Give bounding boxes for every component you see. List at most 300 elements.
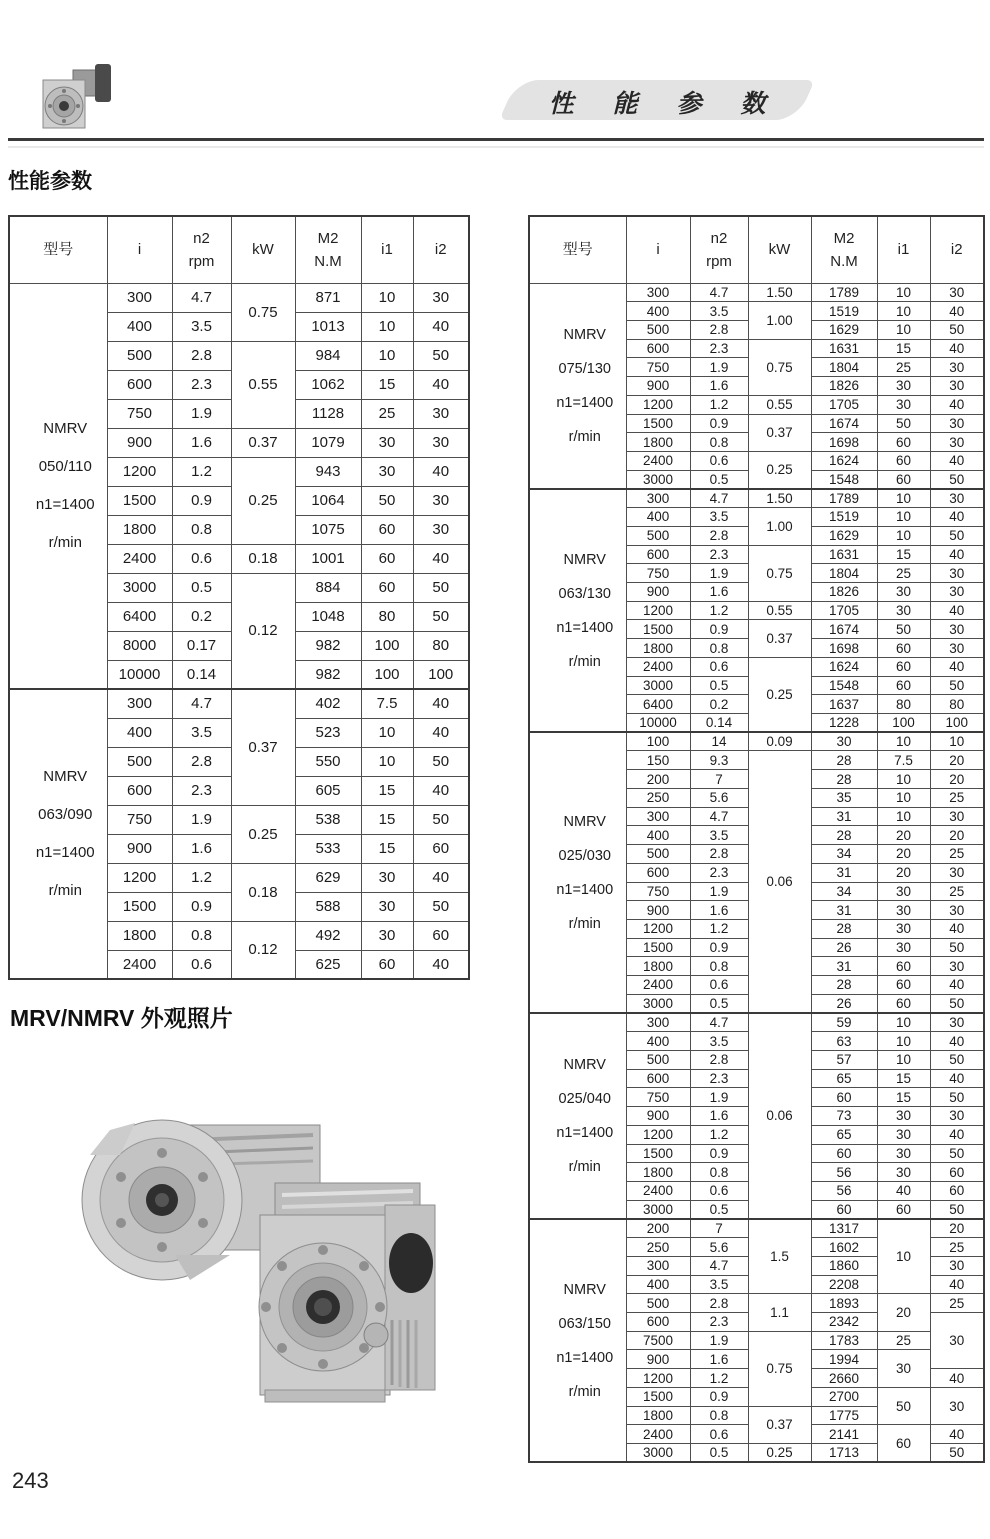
data-cell: 492 <box>295 921 361 950</box>
data-cell: 900 <box>626 583 690 602</box>
data-cell: 8000 <box>107 631 172 660</box>
data-cell: 1.2 <box>690 919 748 938</box>
data-cell: 65 <box>811 1069 877 1088</box>
data-cell: 20 <box>930 751 984 770</box>
data-cell: 0.18 <box>231 544 295 573</box>
data-cell: 400 <box>107 312 172 341</box>
data-cell: 1548 <box>811 470 877 489</box>
data-cell: 3000 <box>626 1200 690 1219</box>
data-cell: 0.5 <box>690 470 748 489</box>
data-cell: 15 <box>361 834 413 863</box>
data-cell: 2.3 <box>690 545 748 564</box>
data-cell: 30 <box>413 428 469 457</box>
data-cell: 40 <box>413 776 469 805</box>
column-header: i1 <box>361 216 413 283</box>
data-cell: 300 <box>626 807 690 826</box>
gearbox-front-unit <box>259 1183 435 1402</box>
data-cell: 50 <box>930 320 984 339</box>
model-cell: NMRV 050/110 n1=1400 r/min <box>9 283 107 689</box>
data-cell: 30 <box>877 601 930 620</box>
data-cell: 1.2 <box>690 601 748 620</box>
data-cell: 1.9 <box>690 1331 748 1350</box>
data-cell: 0.8 <box>690 1406 748 1425</box>
data-cell: 1713 <box>811 1444 877 1463</box>
data-cell: 0.25 <box>231 805 295 863</box>
data-cell: 1800 <box>626 957 690 976</box>
data-cell: 10 <box>930 732 984 751</box>
data-cell: 50 <box>877 620 930 639</box>
data-cell: 500 <box>626 320 690 339</box>
data-cell: 2.3 <box>172 776 231 805</box>
data-cell: 50 <box>930 938 984 957</box>
data-cell: 3000 <box>626 994 690 1013</box>
data-cell: 1079 <box>295 428 361 457</box>
data-cell: 50 <box>930 1144 984 1163</box>
data-cell: 400 <box>626 1275 690 1294</box>
data-cell: 30 <box>930 358 984 377</box>
data-cell: 30 <box>930 1313 984 1369</box>
data-cell: 40 <box>930 1275 984 1294</box>
data-cell: 1629 <box>811 526 877 545</box>
data-cell: 30 <box>930 1013 984 1032</box>
data-cell: 0.6 <box>690 1425 748 1444</box>
data-cell: 30 <box>877 1350 930 1387</box>
data-cell: 3.5 <box>172 312 231 341</box>
data-cell: 1674 <box>811 414 877 433</box>
data-cell: 1631 <box>811 545 877 564</box>
data-cell: 50 <box>413 602 469 631</box>
data-cell: 30 <box>877 395 930 414</box>
data-cell: 10 <box>877 283 930 302</box>
data-cell: 1.00 <box>748 508 811 545</box>
data-cell: 57 <box>811 1050 877 1069</box>
data-cell: 30 <box>413 399 469 428</box>
data-cell: 982 <box>295 631 361 660</box>
data-cell: 0.6 <box>690 1182 748 1201</box>
data-cell: 40 <box>930 1069 984 1088</box>
data-cell: 1698 <box>811 639 877 658</box>
data-cell: 0.37 <box>748 1406 811 1443</box>
data-cell: 50 <box>930 526 984 545</box>
data-cell: 50 <box>930 1444 984 1463</box>
data-cell: 200 <box>626 770 690 789</box>
data-cell: 7.5 <box>361 689 413 718</box>
data-cell: 10 <box>877 1032 930 1051</box>
data-cell: 1602 <box>811 1238 877 1257</box>
data-cell: 4.7 <box>690 1013 748 1032</box>
data-cell: 50 <box>413 573 469 602</box>
data-cell: 28 <box>811 919 877 938</box>
data-cell: 4.7 <box>690 489 748 508</box>
data-cell: 40 <box>930 919 984 938</box>
data-cell: 900 <box>626 901 690 920</box>
data-cell: 10 <box>361 283 413 312</box>
data-cell: 10 <box>877 320 930 339</box>
data-cell: 0.75 <box>748 545 811 601</box>
data-cell: 0.5 <box>690 676 748 695</box>
data-cell: 1.9 <box>690 882 748 901</box>
data-cell: 0.9 <box>690 414 748 433</box>
column-header: kW <box>231 216 295 283</box>
data-cell: 20 <box>930 826 984 845</box>
data-cell: 60 <box>811 1200 877 1219</box>
data-cell: 6400 <box>626 695 690 714</box>
data-cell: 1.50 <box>748 489 811 508</box>
data-cell: 400 <box>107 718 172 747</box>
data-cell: 1.2 <box>690 1369 748 1388</box>
data-cell: 2342 <box>811 1313 877 1332</box>
data-cell: 0.2 <box>172 602 231 631</box>
column-header: i1 <box>877 216 930 283</box>
data-cell: 884 <box>295 573 361 602</box>
data-cell: 0.9 <box>690 1387 748 1406</box>
data-cell: 20 <box>877 845 930 864</box>
data-cell: 1.6 <box>690 583 748 602</box>
data-cell: 30 <box>930 564 984 583</box>
data-cell: 40 <box>930 1425 984 1444</box>
data-cell: 900 <box>626 1350 690 1369</box>
gearbox-logo-photo <box>35 62 120 142</box>
data-cell: 1.9 <box>690 1088 748 1107</box>
data-cell: 60 <box>877 957 930 976</box>
data-cell: 15 <box>877 545 930 564</box>
data-cell: 3.5 <box>690 1275 748 1294</box>
data-cell: 0.25 <box>748 451 811 488</box>
data-cell: 15 <box>877 1088 930 1107</box>
data-cell: 7 <box>690 1219 748 1238</box>
data-cell: 300 <box>107 689 172 718</box>
data-cell: 40 <box>413 312 469 341</box>
column-header: i <box>107 216 172 283</box>
data-cell: 1789 <box>811 489 877 508</box>
data-cell: 500 <box>107 341 172 370</box>
data-cell: 30 <box>361 428 413 457</box>
data-cell: 4.7 <box>172 283 231 312</box>
column-header: M2 N.M <box>811 216 877 283</box>
data-cell: 40 <box>413 457 469 486</box>
data-cell: 14 <box>690 732 748 751</box>
data-cell: 523 <box>295 718 361 747</box>
data-cell: 100 <box>877 714 930 733</box>
data-cell: 30 <box>413 486 469 515</box>
data-cell: 34 <box>811 845 877 864</box>
data-cell: 34 <box>811 882 877 901</box>
data-cell: 533 <box>295 834 361 863</box>
data-cell: 3.5 <box>690 1032 748 1051</box>
data-cell: 0.06 <box>748 1013 811 1219</box>
data-cell: 1.50 <box>748 283 811 302</box>
data-cell: 1228 <box>811 714 877 733</box>
data-cell: 1500 <box>107 892 172 921</box>
data-cell: 40 <box>413 718 469 747</box>
data-cell: 1519 <box>811 302 877 321</box>
data-cell: 0.5 <box>172 573 231 602</box>
data-cell: 4.7 <box>690 1256 748 1275</box>
model-cell: NMRV 063/130 n1=1400 r/min <box>529 489 626 732</box>
data-cell: 1.2 <box>172 863 231 892</box>
data-cell: 1800 <box>626 433 690 452</box>
data-cell: 1.2 <box>690 1125 748 1144</box>
data-cell: 605 <box>295 776 361 805</box>
data-cell: 100 <box>930 714 984 733</box>
data-cell: 1698 <box>811 433 877 452</box>
data-cell: 750 <box>626 358 690 377</box>
data-cell: 3000 <box>107 573 172 602</box>
data-cell: 30 <box>930 639 984 658</box>
data-cell: 73 <box>811 1107 877 1126</box>
data-cell: 50 <box>413 747 469 776</box>
data-cell: 4.7 <box>172 689 231 718</box>
data-cell: 0.37 <box>748 414 811 451</box>
data-cell: 0.25 <box>748 1444 811 1463</box>
data-cell: 28 <box>811 770 877 789</box>
data-cell: 250 <box>626 788 690 807</box>
data-cell: 2.8 <box>690 526 748 545</box>
data-cell: 2.8 <box>690 1050 748 1069</box>
data-cell: 2.8 <box>172 747 231 776</box>
data-cell: 943 <box>295 457 361 486</box>
data-cell: 60 <box>877 451 930 470</box>
data-cell: 1.6 <box>690 377 748 396</box>
data-cell: 20 <box>877 863 930 882</box>
data-cell: 1629 <box>811 320 877 339</box>
data-cell: 300 <box>626 283 690 302</box>
data-cell: 60 <box>361 573 413 602</box>
data-cell: 0.5 <box>690 1444 748 1463</box>
data-cell: 2660 <box>811 1369 877 1388</box>
data-cell: 50 <box>413 892 469 921</box>
data-cell: 40 <box>930 976 984 995</box>
data-cell: 1826 <box>811 377 877 396</box>
data-cell: 10000 <box>107 660 172 689</box>
data-cell: 250 <box>626 1238 690 1257</box>
data-cell: 900 <box>626 1107 690 1126</box>
data-cell: 7 <box>690 770 748 789</box>
data-cell: 40 <box>930 657 984 676</box>
data-cell: 10 <box>877 489 930 508</box>
data-cell: 7500 <box>626 1331 690 1350</box>
data-cell: 15 <box>361 776 413 805</box>
data-cell: 1317 <box>811 1219 877 1238</box>
data-cell: 1800 <box>626 1163 690 1182</box>
data-cell: 600 <box>626 545 690 564</box>
data-cell: 1.9 <box>690 358 748 377</box>
data-cell: 300 <box>626 489 690 508</box>
data-cell: 10 <box>877 788 930 807</box>
data-cell: 20 <box>877 826 930 845</box>
data-cell: 1826 <box>811 583 877 602</box>
data-cell: 1200 <box>626 1369 690 1388</box>
data-cell: 30 <box>930 377 984 396</box>
data-cell: 4.7 <box>690 807 748 826</box>
data-cell: 1500 <box>626 1144 690 1163</box>
data-cell: 300 <box>626 1013 690 1032</box>
data-cell: 200 <box>626 1219 690 1238</box>
data-cell: 30 <box>930 620 984 639</box>
data-cell: 25 <box>930 845 984 864</box>
data-cell: 2400 <box>626 451 690 470</box>
data-cell: 2.8 <box>690 320 748 339</box>
data-cell: 5.6 <box>690 1238 748 1257</box>
data-cell: 0.75 <box>748 1331 811 1406</box>
data-cell: 30 <box>877 377 930 396</box>
data-cell: 35 <box>811 788 877 807</box>
data-cell: 40 <box>930 302 984 321</box>
data-cell: 30 <box>930 863 984 882</box>
data-cell: 25 <box>877 358 930 377</box>
data-cell: 300 <box>107 283 172 312</box>
data-cell: 1631 <box>811 339 877 358</box>
data-cell: 30 <box>877 938 930 957</box>
data-cell: 0.09 <box>748 732 811 751</box>
data-cell: 0.5 <box>690 1200 748 1219</box>
data-cell: 1800 <box>107 921 172 950</box>
data-cell: 3000 <box>626 470 690 489</box>
data-cell: 30 <box>930 901 984 920</box>
data-cell: 2400 <box>626 657 690 676</box>
data-cell: 500 <box>626 845 690 864</box>
data-cell: 30 <box>361 921 413 950</box>
column-header: i <box>626 216 690 283</box>
data-cell: 28 <box>811 751 877 770</box>
data-cell: 2400 <box>107 950 172 979</box>
header-divider <box>8 138 984 141</box>
data-cell: 2.3 <box>690 339 748 358</box>
data-cell: 2400 <box>626 1182 690 1201</box>
data-cell: 60 <box>361 950 413 979</box>
data-cell: 30 <box>811 732 877 751</box>
data-cell: 40 <box>930 451 984 470</box>
model-cell: NMRV 025/040 n1=1400 r/min <box>529 1013 626 1219</box>
data-cell: 60 <box>811 1088 877 1107</box>
data-cell: 60 <box>930 1163 984 1182</box>
data-cell: 625 <box>295 950 361 979</box>
data-cell: 0.37 <box>231 689 295 805</box>
data-cell: 3.5 <box>690 302 748 321</box>
data-cell: 400 <box>626 302 690 321</box>
data-cell: 1128 <box>295 399 361 428</box>
data-cell: 600 <box>107 776 172 805</box>
data-cell: 1.9 <box>172 805 231 834</box>
data-cell: 0.8 <box>172 921 231 950</box>
data-cell: 25 <box>930 1294 984 1313</box>
data-cell: 30 <box>877 583 930 602</box>
data-cell: 0.6 <box>172 544 231 573</box>
data-cell: 400 <box>626 508 690 527</box>
data-cell: 30 <box>930 957 984 976</box>
data-cell: 100 <box>413 660 469 689</box>
data-cell: 31 <box>811 863 877 882</box>
data-cell: 1200 <box>626 395 690 414</box>
data-cell: 3.5 <box>690 508 748 527</box>
data-cell: 30 <box>877 1125 930 1144</box>
data-cell: 40 <box>930 545 984 564</box>
data-cell: 500 <box>626 1050 690 1069</box>
data-cell: 0.06 <box>748 751 811 1013</box>
data-cell: 25 <box>930 1238 984 1257</box>
data-cell: 15 <box>877 339 930 358</box>
data-cell: 982 <box>295 660 361 689</box>
data-cell: 30 <box>361 863 413 892</box>
data-cell: 600 <box>107 370 172 399</box>
data-cell: 30 <box>930 1107 984 1126</box>
data-cell: 2400 <box>107 544 172 573</box>
data-cell: 30 <box>877 901 930 920</box>
banner-title: 性 能 参 数 <box>548 90 782 118</box>
data-cell: 0.8 <box>690 433 748 452</box>
data-cell: 0.2 <box>690 695 748 714</box>
data-cell: 40 <box>930 1125 984 1144</box>
data-cell: 50 <box>930 1200 984 1219</box>
data-cell: 1013 <box>295 312 361 341</box>
performance-table-right <box>528 215 985 1463</box>
data-cell: 0.37 <box>231 428 295 457</box>
data-cell: 2400 <box>626 1425 690 1444</box>
data-cell: 0.9 <box>690 938 748 957</box>
header-divider-shadow <box>8 146 984 148</box>
data-cell: 10000 <box>626 714 690 733</box>
data-cell: 1775 <box>811 1406 877 1425</box>
data-cell: 60 <box>877 976 930 995</box>
data-cell: 26 <box>811 938 877 957</box>
data-cell: 28 <box>811 826 877 845</box>
data-cell: 20 <box>877 1294 930 1331</box>
data-cell: 871 <box>295 283 361 312</box>
model-cell: NMRV 063/150 n1=1400 r/min <box>529 1219 626 1462</box>
data-cell: 1500 <box>107 486 172 515</box>
data-cell: 1674 <box>811 620 877 639</box>
data-cell: 1783 <box>811 1331 877 1350</box>
data-cell: 0.9 <box>690 620 748 639</box>
data-cell: 30 <box>413 283 469 312</box>
data-cell: 40 <box>413 863 469 892</box>
data-cell: 60 <box>361 515 413 544</box>
data-cell: 1048 <box>295 602 361 631</box>
data-cell: 80 <box>413 631 469 660</box>
data-cell: 30 <box>930 1256 984 1275</box>
column-header: M2 N.M <box>295 216 361 283</box>
data-cell: 31 <box>811 807 877 826</box>
data-cell: 900 <box>626 377 690 396</box>
data-cell: 0.8 <box>690 957 748 976</box>
data-cell: 0.6 <box>690 451 748 470</box>
data-cell: 100 <box>361 660 413 689</box>
data-cell: 500 <box>626 1294 690 1313</box>
data-cell: 750 <box>107 805 172 834</box>
data-cell: 0.6 <box>690 657 748 676</box>
data-cell: 30 <box>361 892 413 921</box>
data-cell: 3.5 <box>172 718 231 747</box>
data-cell: 1500 <box>626 1387 690 1406</box>
data-cell: 10 <box>361 747 413 776</box>
data-cell: 40 <box>413 370 469 399</box>
data-cell: 2.3 <box>690 1313 748 1332</box>
data-cell: 30 <box>930 433 984 452</box>
data-cell: 60 <box>877 433 930 452</box>
data-cell: 0.9 <box>172 892 231 921</box>
data-cell: 1200 <box>626 919 690 938</box>
data-cell: 60 <box>361 544 413 573</box>
data-cell: 600 <box>626 1313 690 1332</box>
data-cell: 1519 <box>811 508 877 527</box>
data-cell: 60 <box>811 1144 877 1163</box>
data-cell: 65 <box>811 1125 877 1144</box>
data-cell: 80 <box>361 602 413 631</box>
data-cell: 0.8 <box>172 515 231 544</box>
data-cell: 600 <box>626 339 690 358</box>
data-cell: 50 <box>361 486 413 515</box>
data-cell: 0.6 <box>172 950 231 979</box>
